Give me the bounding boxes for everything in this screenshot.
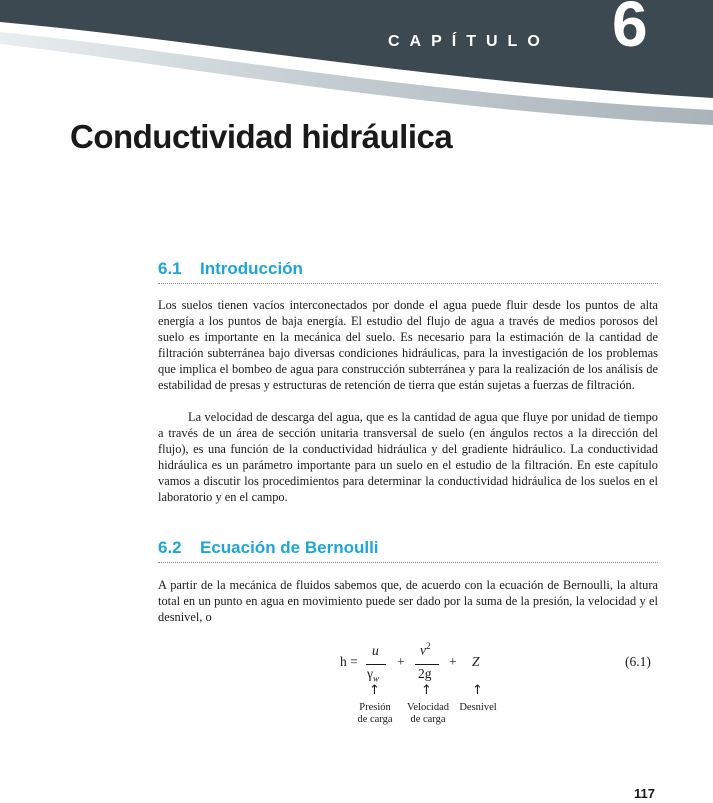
- pressure-denominator: $\gamma_w$: [367, 666, 379, 684]
- fraction-bar: [366, 664, 386, 665]
- chapter-label: CAPÍTULO: [388, 33, 550, 50]
- velocity-denominator: 2g: [418, 666, 432, 681]
- chapter-title: Conductividad hidráulica: [70, 118, 453, 155]
- equation-lhs: h =: [340, 654, 358, 669]
- elevation-term: Z: [472, 654, 480, 669]
- arrow-up-icon: ↑: [472, 683, 483, 698]
- label-elevation-head: Desnivel: [459, 702, 497, 713]
- arrow-up-icon: ↑: [369, 683, 380, 698]
- pressure-numerator: u: [372, 643, 379, 658]
- label-velocity-head: Velocidad de carga: [407, 702, 449, 725]
- section-title: Ecuación de Bernoulli: [200, 538, 379, 557]
- section-heading-bernoulli: [158, 538, 658, 563]
- paragraph: A partir de la mecánica de fluidos sabemos que, de acuerdo con la ecuación de Bernoulli, la altura total en un punto en agua en movimiento puede ser dado por la suma de la presión, la velocidad y el desnivel, o: [158, 578, 658, 624]
- section-heading-introduccion: [158, 259, 658, 284]
- paragraph: La velocidad de descarga del agua, que es la cantidad de agua que fluye por unidad de tiempo a través de un área de sección unitaria transversal de suelo (en ángulos rectos a la dirección del flujo), es una función de la conductividad hidráulica y del gradiente hidráulico. La conductividad hidráulica es un parámetro importante para un suelo en el estudio de la filtración. En este capítulo vamos a discutir los procedimientos para determinar la conductividad hidráulica de los suelos en el laboratorio y en el campo.: [158, 410, 658, 504]
- velocity-numerator: $v^2$: [420, 641, 431, 658]
- section-title: Introducción: [200, 259, 303, 278]
- bernoulli-equation: [0, 640, 713, 750]
- chapter-number: 6: [612, 0, 648, 60]
- section-number: 6.2: [158, 538, 182, 557]
- section-number: 6.1: [158, 259, 182, 278]
- fraction-bar: [415, 664, 439, 665]
- plus-sign: +: [449, 654, 457, 669]
- page-number: 117: [634, 786, 655, 801]
- equation-number: (6.1): [625, 654, 651, 669]
- plus-sign: +: [397, 654, 405, 669]
- paragraph: Los suelos tienen vacíos interconectados por donde el agua puede fluir desde los puntos de alta energía a los puntos de baja energía. El estudio del flujo de agua a través de medios porosos del suelo es importante en la mecánica del suelo. Es necesario para la estimación de la cantidad de filtración subterránea bajo diversas condiciones hidráulicas, para la investigación de los problemas que implica el bombeo de agua para construcción subterránea y para la realización de los análisis de estabilidad de presas y estructuras de retención de tierra que están sujetas a fuerzas de filtración.: [158, 298, 658, 392]
- chapter-banner: [0, 0, 713, 125]
- arrow-up-icon: ↑: [421, 683, 432, 698]
- label-pressure-head: Presión de carga: [357, 702, 393, 725]
